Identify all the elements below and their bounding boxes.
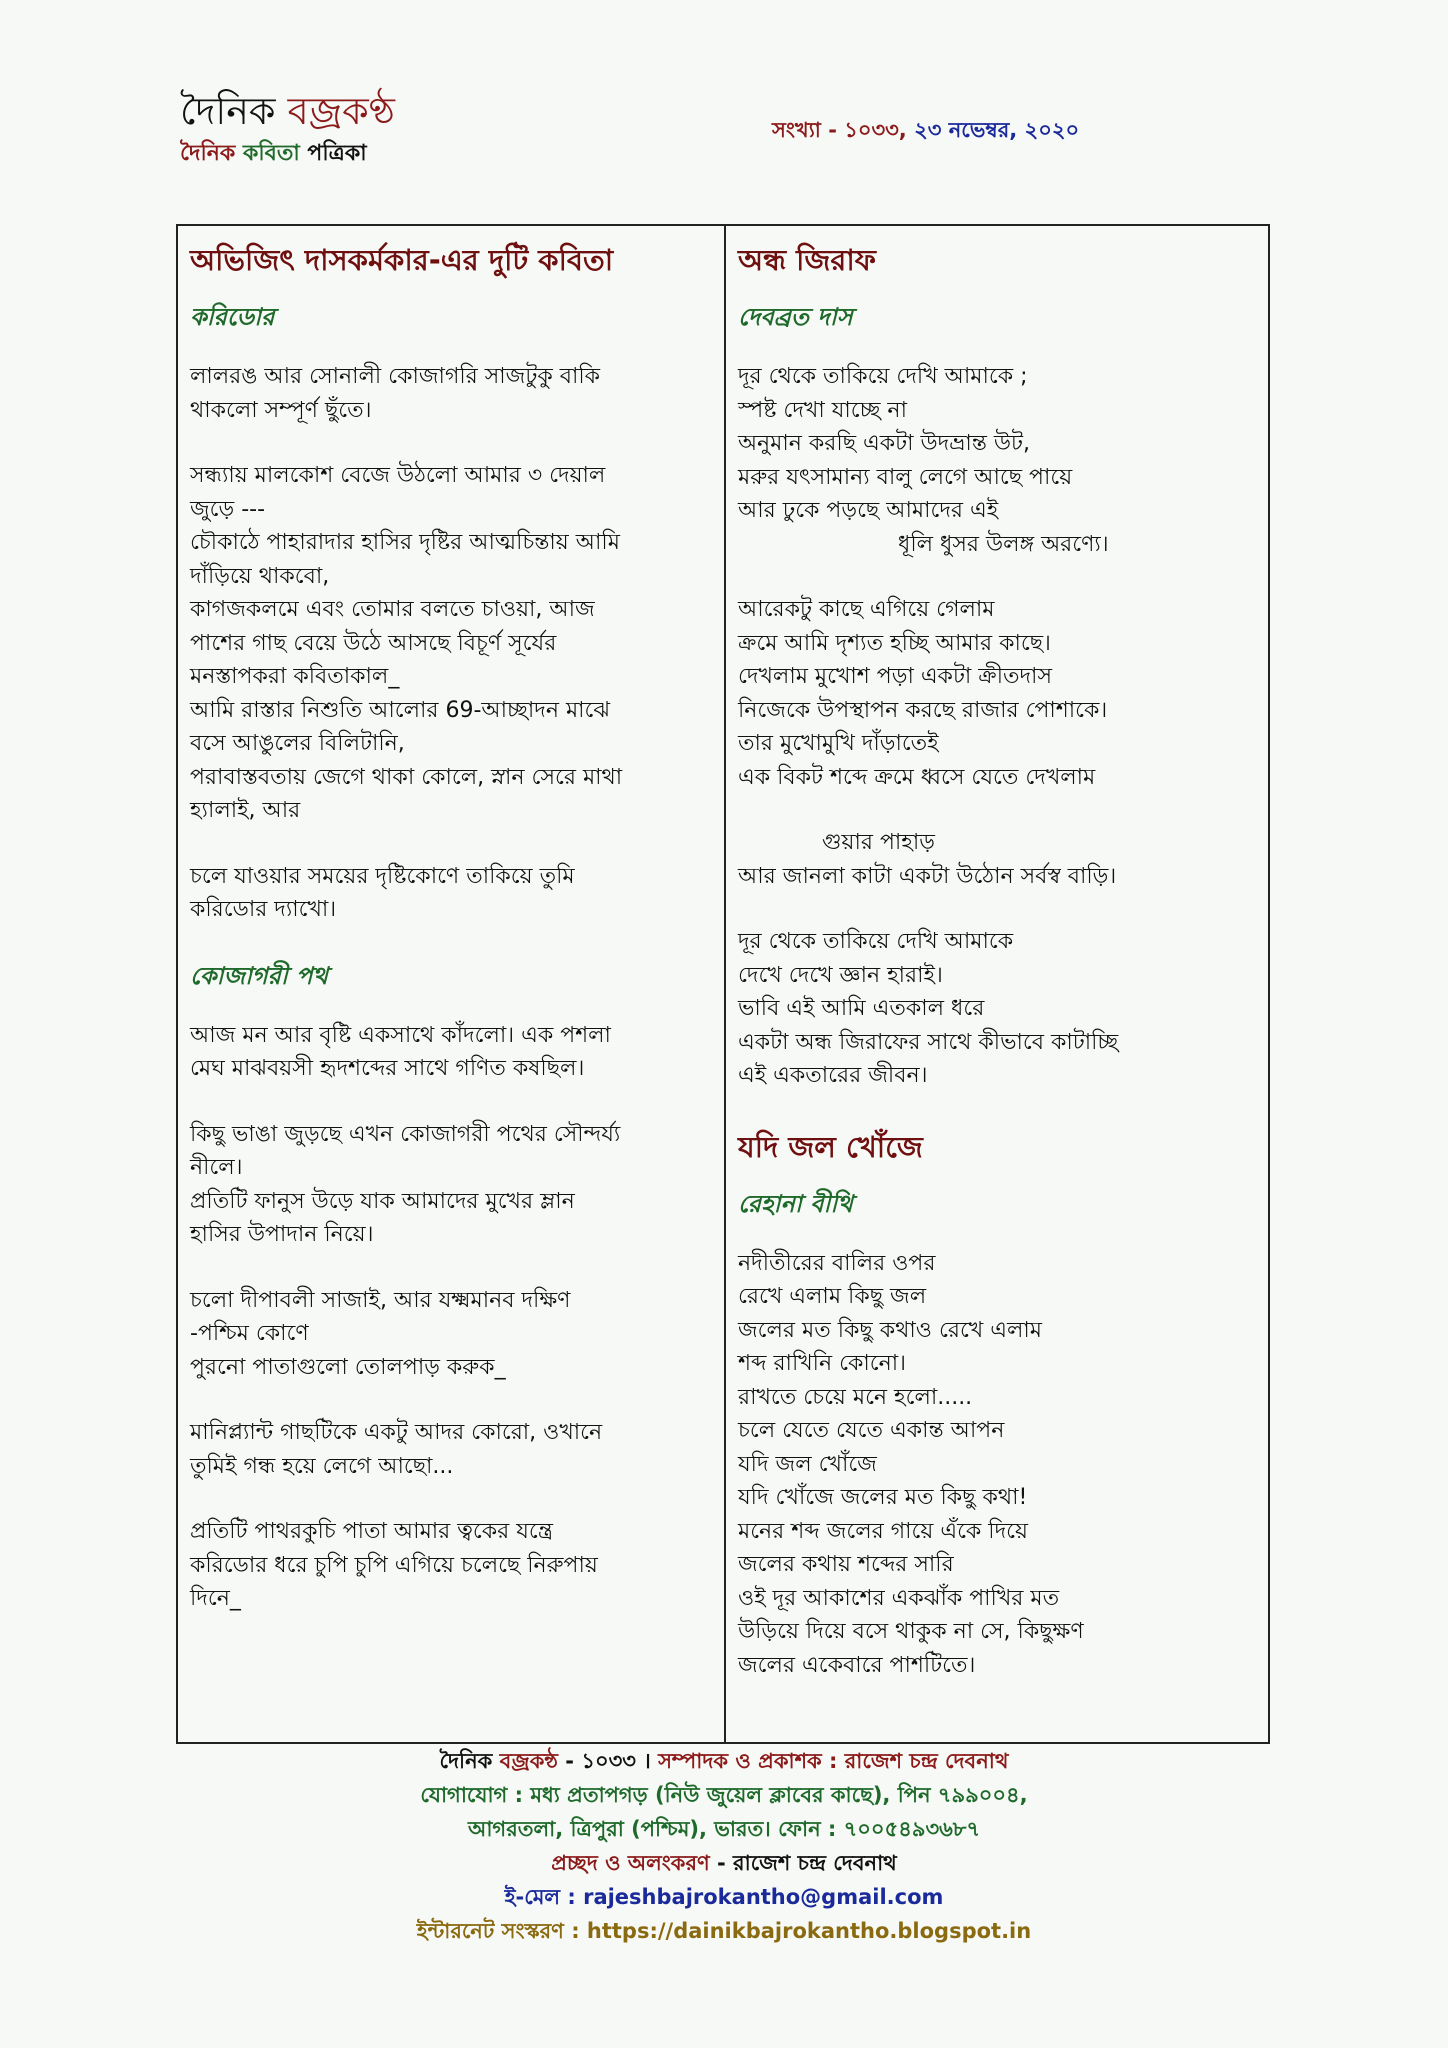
poem-author-rehana-bithi: রেহানা বীথি bbox=[738, 1189, 853, 1218]
poem-author-debabrata-das: দেবব্রত দাস bbox=[738, 303, 853, 331]
stanza: নদীতীরের বালির ওপর রেখে এলাম কিছু জল জলের মত কিছু কথাও রেখে এলাম শব্দ রাখিনি কোনো। রাখতে চেয়ে মনে হলো..... চলে যেতে যেতে একান্ত আপন যদি জল খোঁজে যদি খোঁজে জলের মত কিছু কথা! মনের শব্দ জলের গায়ে এঁকে দিয়ে জলের কথায় শব্দের সারি ওই দূর আকাশের একঝাঁক পাখির মত উড়িয়ে দিয়ে বসে থাকুক না সে, কিছুক্ষণ জলের একেবারে পাশটিতে। bbox=[738, 1250, 1084, 1678]
masthead-title: দৈনিক বজ্রকণ্ঠ bbox=[180, 89, 395, 133]
stanza: প্রতিটি পাথরকুচি পাতা আমার ত্বকের যন্ত্রে করিডোর ধরে চুপি চুপি এগিয়ে চলেছে নিরুপায় দিনে_ bbox=[190, 1519, 598, 1611]
stanza: লালরঙ আর সোনালী কোজাগরি সাজটুকু বাকি থাকলো সম্পূর্ণ ছুঁতে। bbox=[190, 364, 601, 423]
footer-editor-line: দৈনিক বজ্রকন্ঠ - ১০৩৩ । সম্পাদক ও প্রকাশক : রাজেশ চন্দ্র দেবনাথ bbox=[439, 1749, 1009, 1773]
stanza: আরেকটু কাছে এগিয়ে গেলাম ক্রমে আমি দৃশ্যত হচ্ছি আমার কাছে। দেখলাম মুখোশ পড়া একটা ক্রীতদাস নিজেকে উপস্থাপন করছে রাজার পোশাকে। তার মুখোমুখি দাঁড়াতেই এক বিকট শব্দে ক্রমে ধ্বসে যেতে দেখলাম bbox=[738, 597, 1108, 790]
stanza: মানিপ্ল্যান্ট গাছটিকে একটু আদর কোরো, ওখানে তুমিই গন্ধ হয়ে লেগে আছো... bbox=[190, 1420, 603, 1479]
footer bbox=[0, 1744, 1448, 1948]
left-column bbox=[178, 226, 724, 1742]
issue-info: সংখ্যা - ১০৩৩, ২৩ নভেম্বর, ২০২০ bbox=[772, 118, 1080, 142]
stanza: চলো দীপাবলী সাজাই, আর যক্ষ্মমানব দক্ষিণ -পশ্চিম কোণে পুরনো পাতাগুলো তোলপাড় করুক_ bbox=[190, 1287, 571, 1380]
footer-contact-line: যোগাযোগ : মধ্য প্রতাপগড় (নিউ জুয়েল ক্লাবের কাছে), পিন ৭৯৯০০৪, bbox=[420, 1783, 1028, 1807]
poem-title-jodi-jol-khoje: যদি জল খোঁজে bbox=[738, 1129, 923, 1164]
footer-cover-credit: প্রচ্ছদ ও অলংকরণ - রাজেশ চন্দ্র দেবনাথ bbox=[551, 1851, 897, 1875]
poem-koridor-body bbox=[190, 360, 714, 927]
masthead bbox=[180, 88, 395, 168]
content-frame bbox=[176, 224, 1270, 1744]
stanza: কিছু ভাঙা জুড়ছে এখন কোজাগরী পথের সৌন্দর্য্য নীলে। প্রতিটি ফানুস উড়ে যাক আমাদের মুখের ম্লান হাসির উপাদান নিয়ে। bbox=[190, 1121, 621, 1247]
footer-web-link[interactable]: ইন্টারনেট সংস্করণ : https://dainikbajrokantho.blogspot.in bbox=[416, 1919, 1032, 1943]
footer-email[interactable]: ই-মেল : rajeshbajrokantho@gmail.com bbox=[504, 1885, 944, 1909]
stanza: চলে যাওয়ার সময়ের দৃষ্টিকোণে তাকিয়ে তুমি করিডোর দ্যাখো। bbox=[190, 863, 575, 922]
stanza: সন্ধ্যায় মালকোশ বেজে উঠলো আমার ৩ দেয়াল জুড়ে --- চৌকাঠে পাহারাদার হাসির দৃষ্টির আত্মচিন্তায় আমি দাঁড়িয়ে থাকবো, কাগজকলমে এবং তোমার বলতে চাওয়া, আজ পাশের গাছ বেয়ে উঠে আসছে বিচূর্ণ সূর্যের মনস্তাপকরা কবিতাকাল_ আমি রাস্তার নিশুতি আলোর 69-আচ্ছাদন মাঝে বসে আঙুলের বিলিটানি, পরাবাস্তবতায় জেগে থাকা কোলে, স্নান সেরে মাথা হ্যালাই, আর bbox=[190, 463, 623, 823]
right-column bbox=[726, 226, 1268, 1742]
footer-address-line: আগরতলা, ত্রিপুরা (পশ্চিম), ভারত। ফোন : ৭০০৫৪৯৩৬৮৭ bbox=[467, 1817, 981, 1841]
left-column-title: অভিজিৎ দাসকর্মকার-এর দুটি কবিতা bbox=[190, 243, 614, 277]
poem-ondho-giraf-body bbox=[738, 360, 1260, 1093]
stanza: আজ মন আর বৃষ্টি একসাথে কাঁদলো। এক পশলা মেঘ মাঝবয়সী হৃদশব্দের সাথে গণিত কষছিল। bbox=[190, 1022, 611, 1081]
poem-jodi-jol-khoje-body bbox=[738, 1247, 1260, 1683]
poem-title-kojagori-poth: কোজাগরী পথ bbox=[190, 961, 328, 990]
stanza: দূর থেকে তাকিয়ে দেখি আমাকে ; স্পষ্ট দেখা যাচ্ছে না অনুমান করছি একটা উদভ্রান্ত উট, মরুর যৎসামান্য বালু লেগে আছে পায়ে আর ঢুকে পড়ছে আমাদের এই ধূলি ধুসর উলঙ্গ অরণ্যে। bbox=[738, 364, 1109, 557]
poem-title-ondho-giraf: অন্ধ জিরাফ bbox=[738, 243, 876, 277]
poem-kojagori-poth-body bbox=[190, 1019, 714, 1616]
stanza: গুয়ার পাহাড় আর জানলা কাটা একটা উঠোন সর্বস্ব বাড়ি। bbox=[738, 830, 1117, 889]
masthead-subtitle: দৈনিক কবিতা পত্রিকা bbox=[180, 141, 367, 166]
poem-title-koridor: করিডোর bbox=[190, 303, 275, 331]
stanza: দূর থেকে তাকিয়ে দেখি আমাকে দেখে দেখে জ্ঞান হারাই। ভাবি এই আমি এতকাল ধরে একটা অন্ধ জিরাফের সাথে কীভাবে কাটাচ্ছি এই একতারের জীবন। bbox=[738, 929, 1119, 1088]
